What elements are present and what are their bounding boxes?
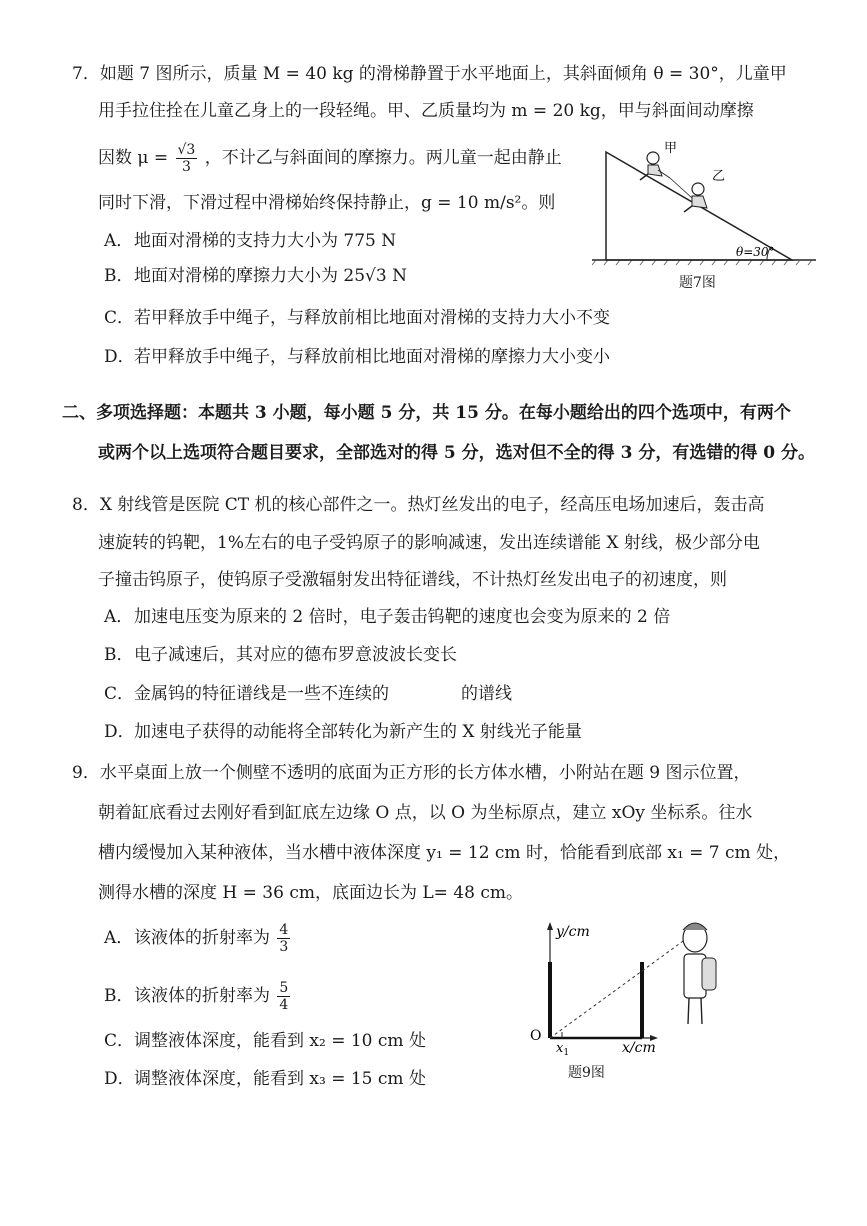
q9-line4: 测得水槽的深度 H = 36 cm，底面边长为 L= 48 cm。 bbox=[98, 883, 523, 903]
q7-line1: 7．如题 7 图所示，质量 M = 40 kg 的滑梯静置于水平地面上，其斜面倾角 θ = 30°，儿童甲 bbox=[72, 64, 787, 84]
q7-option-d: D．若甲释放手中绳子，与释放前相比地面对滑梯的摩擦力大小变小 bbox=[104, 347, 610, 367]
q8-number: 8． bbox=[72, 495, 100, 515]
q7-option-b: B．地面对滑梯的摩擦力大小为 25√3 N bbox=[104, 266, 407, 286]
q7-line4: 同时下滑，下滑过程中滑梯始终保持静止，g = 10 m/s²。则 bbox=[98, 193, 556, 213]
y-axis-arrow-icon bbox=[547, 922, 553, 930]
q9-line3: 槽内缓慢加入某种液体，当水槽中液体深度 y₁ = 12 cm 时，恰能看到底部 x₁ = 7 cm 处， bbox=[98, 843, 791, 863]
q8-option-d: D．加速电子获得的动能将全部转化为新产生的 X 射线光子能量 bbox=[104, 722, 582, 742]
q7-option-a: A．地面对滑梯的支持力大小为 775 N bbox=[104, 231, 397, 251]
label-jia: 甲 bbox=[664, 141, 678, 156]
figure-7-caption: 题7图 bbox=[679, 275, 716, 291]
option-b-fraction: $\frac{5}{4}$ bbox=[279, 980, 289, 1013]
q7-number: 7． bbox=[72, 64, 100, 84]
child-jia-icon bbox=[640, 152, 670, 180]
q7-line2: 用手拉住拴在儿童乙身上的一段轻绳。甲、乙质量均为 m = 20 kg，甲与斜面间动摩擦 bbox=[98, 101, 754, 121]
sight-line bbox=[550, 936, 690, 1038]
boy-figure-icon bbox=[683, 923, 716, 1024]
q8-option-b: B．电子减速后，其对应的德布罗意波波长变长 bbox=[104, 645, 457, 665]
q8-option-c: C．金属钨的特征谱线是一些不连续的 的谱线 bbox=[104, 684, 512, 704]
q8-line3: 子撞击钨原子，使钨原子受激辐射发出特征谱线，不计热灯丝发出电子的初速度，则 bbox=[98, 570, 727, 590]
q9-line1: 9．水平桌面上放一个侧壁不透明的底面为正方形的长方体水槽，小附站在题 9 图示位置， bbox=[72, 763, 751, 783]
q7-option-c: C．若甲释放手中绳子，与释放前相比地面对滑梯的支持力大小不变 bbox=[104, 308, 610, 328]
figure-7-slide bbox=[592, 138, 822, 270]
child-yi-icon bbox=[684, 183, 707, 212]
section2-line2: 或两个以上选项符合题目要求，全部选对的得 5 分，选对但不全的得 3 分，有选错的得 0 分。 bbox=[98, 443, 815, 463]
q9-option-a: A．该液体的折射率为 $\frac{4}{3}$ bbox=[104, 922, 289, 955]
q7-line3: 因数 μ = $\frac{√3}{3}$ ，不计乙与斜面间的摩擦力。两儿童一起由静止 bbox=[98, 142, 562, 175]
figure-9-caption: 题9图 bbox=[568, 1065, 605, 1081]
label-yi: 乙 bbox=[712, 169, 726, 184]
x1-label: $x_1$ bbox=[556, 1041, 570, 1056]
mu-fraction: $\frac{√3}{3}$ bbox=[177, 142, 196, 175]
q8-line1: 8．X 射线管是医院 CT 机的核心部件之一。热灯丝发出的电子，经高压电场加速后，轰击高 bbox=[72, 495, 765, 515]
q9-option-c: C．调整液体深度，能看到 x₂ = 10 cm 处 bbox=[104, 1031, 426, 1051]
q8-line2: 速旋转的钨靶，1%左右的电子受钨原子的影响减速，发出连续谱能 X 射线，极少部分电 bbox=[98, 533, 760, 553]
section2-line1: 二、多项选择题：本题共 3 小题，每小题 5 分，共 15 分。在每小题给出的四个选项中，有两个 bbox=[62, 403, 791, 423]
q9-line2: 朝着缸底看过去刚好看到缸底左边缘 O 点，以 O 为坐标原点，建立 xOy 坐标系。往水 bbox=[98, 803, 753, 823]
origin-label: O bbox=[530, 1028, 542, 1044]
figure-9-tank bbox=[520, 916, 740, 1056]
q9-option-d: D．调整液体深度，能看到 x₃ = 15 cm 处 bbox=[104, 1069, 426, 1089]
q9-number: 9． bbox=[72, 763, 100, 783]
q8-option-a: A．加速电压变为原来的 2 倍时，电子轰击钨靶的速度也会变为原来的 2 倍 bbox=[104, 607, 671, 627]
q9-option-b: B．该液体的折射率为 $\frac{5}{4}$ bbox=[104, 980, 289, 1013]
x-axis-label: x/cm bbox=[622, 1040, 656, 1056]
angle-label: θ=30° bbox=[736, 245, 775, 259]
option-a-fraction: $\frac{4}{3}$ bbox=[279, 922, 289, 955]
y-axis-label: y/cm bbox=[556, 924, 590, 940]
